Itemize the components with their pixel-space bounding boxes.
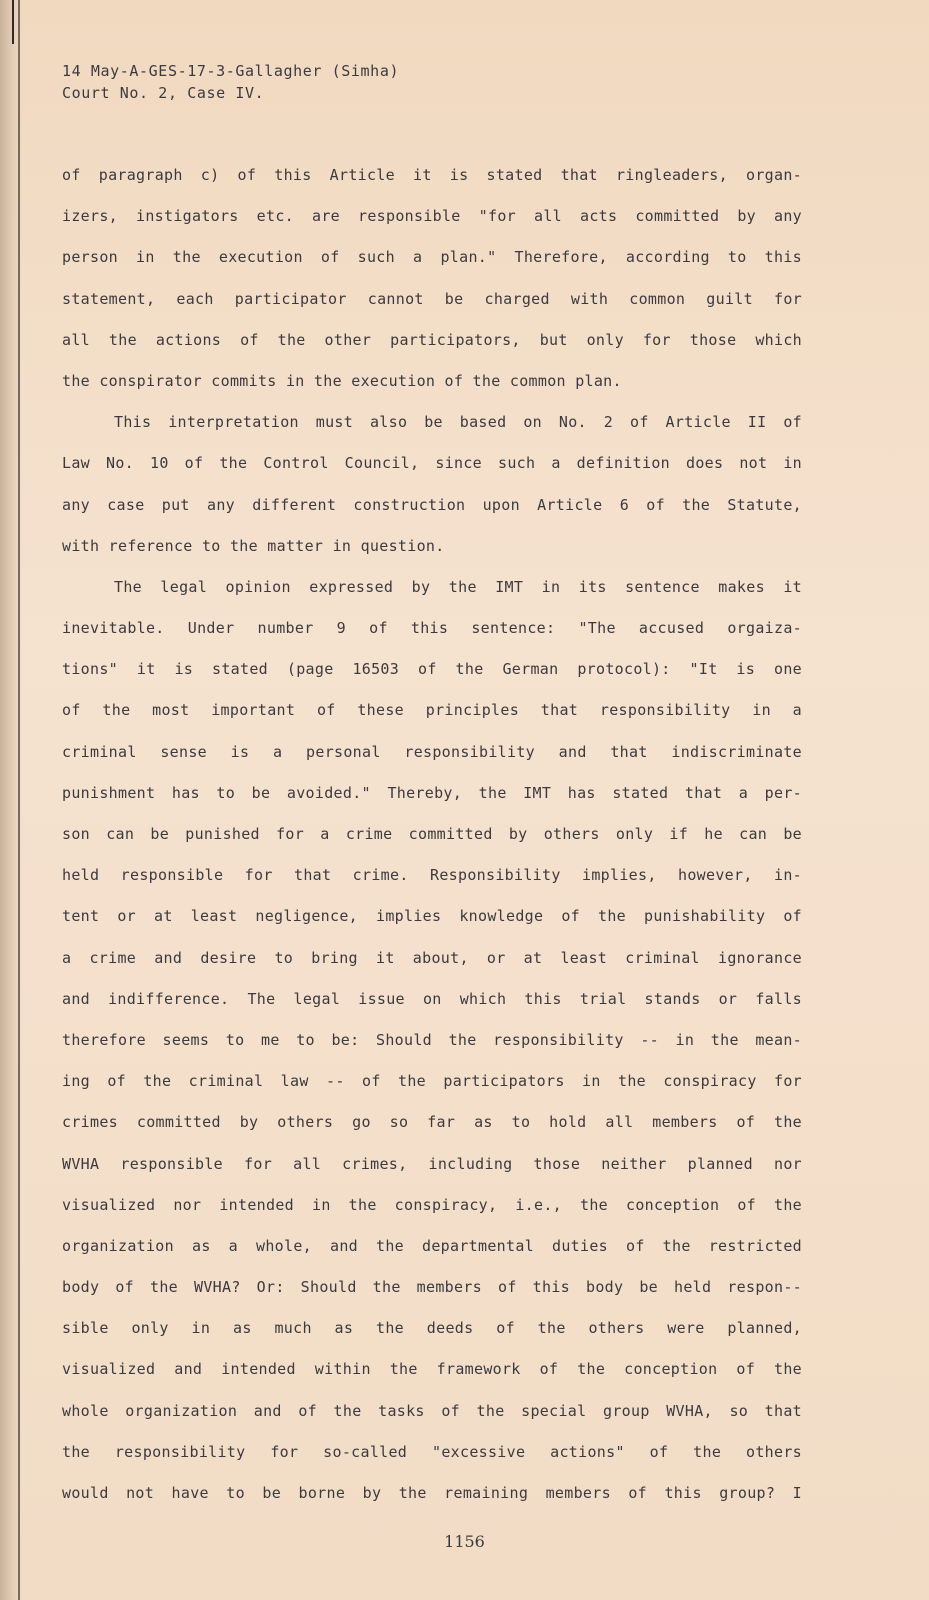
text-line: the conspirator commits in the execution of the common plan.: [62, 371, 622, 390]
text-line: body of the WVHA? Or: Should the members of this body be held respon--: [62, 1278, 802, 1297]
text-line: any case put any different construction upon Article 6 of the Statute,: [62, 495, 802, 514]
text-line: The legal opinion expressed by the IMT in its sentence makes it: [114, 577, 802, 596]
text-line: ing of the criminal law -- of the participators in the conspiracy for: [62, 1072, 802, 1091]
text-line: and indifference. The legal issue on which this trial stands or falls: [62, 989, 802, 1008]
header-line-2: Court No. 2, Case IV.: [62, 84, 265, 102]
text-line: inevitable. Under number 9 of this sentence: "The accused orgaiza-: [62, 619, 802, 638]
text-line: son can be punished for a crime committed by others only if he can be: [62, 825, 802, 843]
text-line: person in the execution of such a plan." Therefore, according to this: [62, 248, 802, 267]
text-line: held responsible for that crime. Responsibility implies, however, in-: [62, 866, 802, 885]
text-line: crimes committed by others go so far as to hold all members of the: [62, 1113, 802, 1132]
page-number: 1156: [444, 1532, 485, 1551]
text-line: a crime and desire to bring it about, or at least criminal ignorance: [62, 948, 802, 967]
body-text: [62, 155, 802, 1514]
text-line: therefore seems to me to be: Should the responsibility -- in the mean-: [62, 1030, 802, 1049]
edge-mark: [12, 0, 14, 44]
text-line: criminal sense is a personal responsibility and that indiscriminate: [62, 742, 802, 761]
text-line: visualized and intended within the framework of the conception of the: [62, 1360, 802, 1379]
text-line: would not have to be borne by the remaining members of this group? I: [62, 1484, 802, 1502]
text-line: WVHA responsible for all crimes, including those neither planned nor: [62, 1154, 802, 1173]
text-line: organization as a whole, and the departmental duties of the restricted: [62, 1236, 802, 1255]
text-line: izers, instigators etc. are responsible "for all acts committed by any: [62, 207, 802, 226]
text-line: visualized nor intended in the conspiracy, i.e., the conception of the: [62, 1195, 802, 1214]
text-line: of the most important of these principles that responsibility in a: [62, 701, 802, 720]
text-line: whole organization and of the tasks of the special group WVHA, so that: [62, 1401, 802, 1420]
text-line: This interpretation must also be based on No. 2 of Article II of: [114, 413, 802, 432]
text-line: of paragraph c) of this Article it is stated that ringleaders, organ-: [62, 166, 802, 184]
header-line-1: 14 May-A-GES-17-3-Gallagher (Simha): [62, 62, 400, 80]
binding-line: [18, 0, 20, 1600]
text-line: all the actions of the other participators, but only for those which: [62, 330, 802, 349]
text-line: tent or at least negligence, implies knowledge of the punishability of: [62, 907, 802, 926]
text-line: the responsibility for so-called "excessive actions" of the others: [62, 1442, 802, 1461]
text-line: with reference to the matter in question.: [62, 536, 445, 555]
text-line: tions" it is stated (page 16503 of the German protocol): "It is one: [62, 660, 802, 679]
text-line: statement, each participator cannot be charged with common guilt for: [62, 289, 802, 308]
text-line: punishment has to be avoided." Thereby, the IMT has stated that a per-: [62, 783, 802, 802]
text-line: Law No. 10 of the Control Council, since such a definition does not in: [62, 454, 802, 473]
text-line: sible only in as much as the deeds of the others were planned,: [62, 1319, 802, 1338]
document-header: [62, 60, 399, 104]
